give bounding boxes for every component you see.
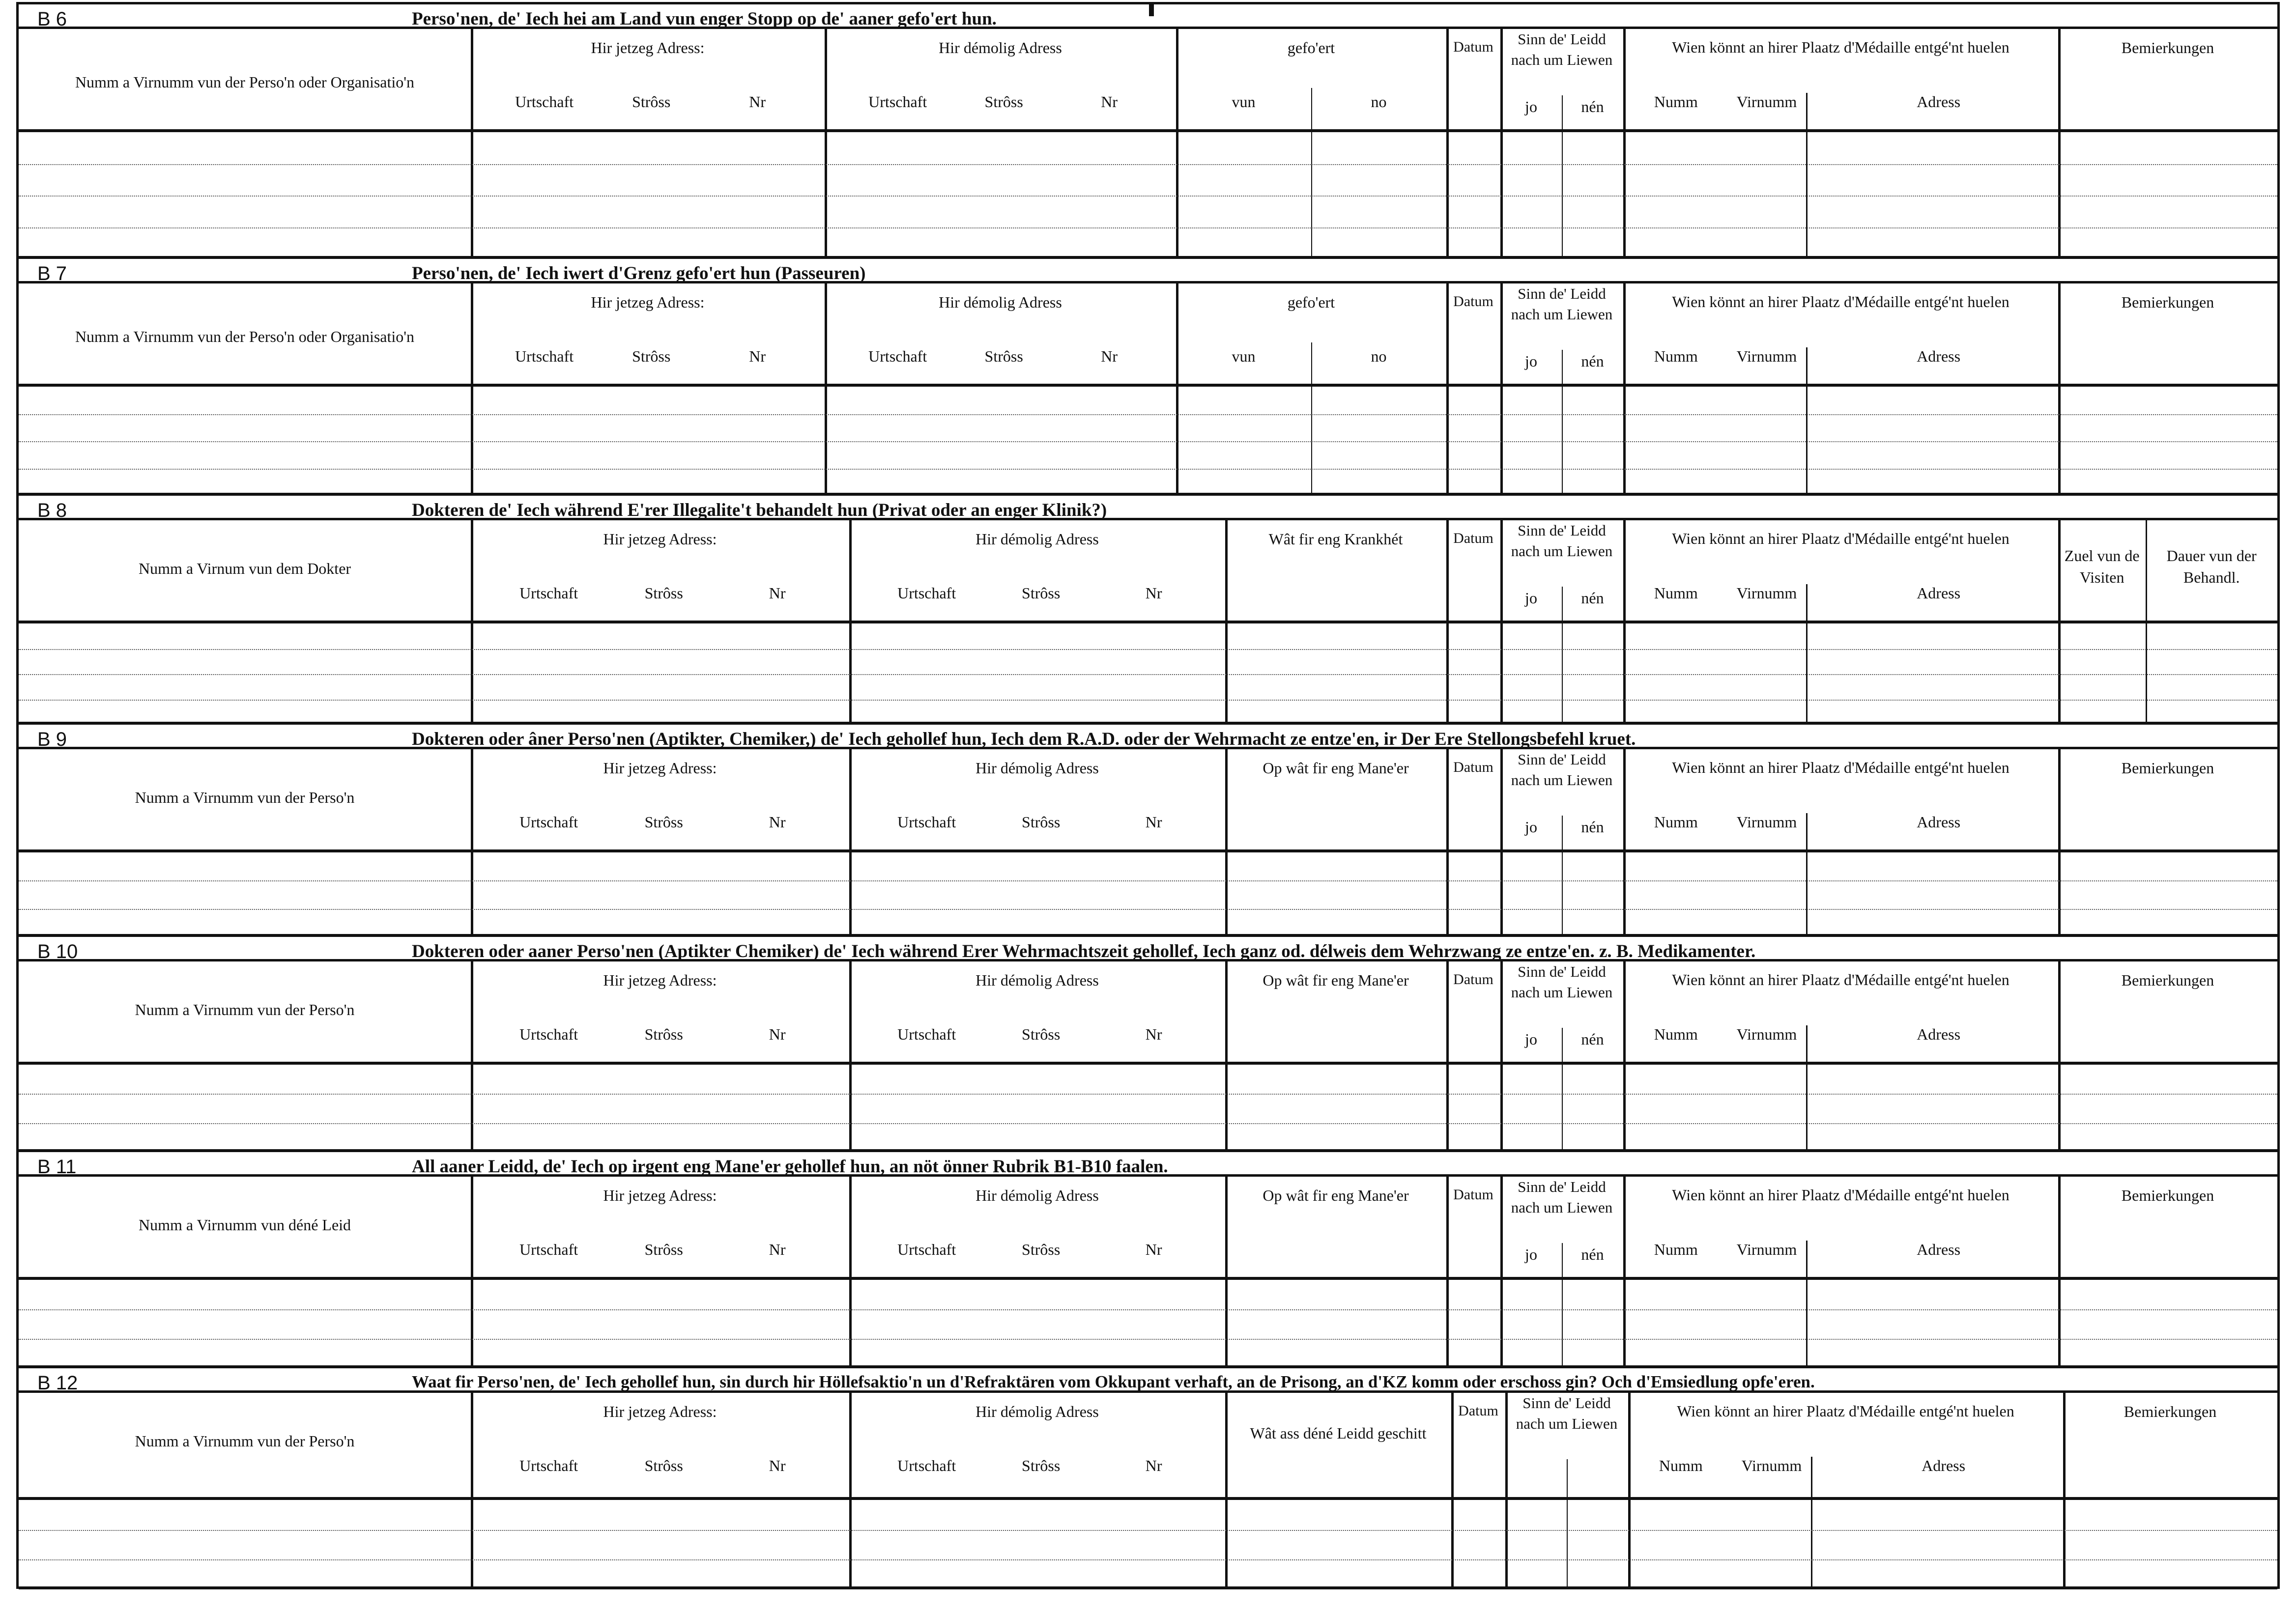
dotted-entry-line — [19, 674, 2277, 675]
alive-header: Sinn de' Leidd nach um Liewen — [1516, 1394, 1618, 1432]
place-header: Urtschaft — [519, 1241, 578, 1258]
number-header: Nr — [769, 1241, 786, 1258]
section-header — [19, 937, 2277, 961]
place-header: Urtschaft — [519, 813, 578, 831]
firstname-header: Virnumm — [1736, 93, 1797, 111]
yes-header: jo — [1525, 352, 1537, 370]
street-header: Strôss — [1022, 1241, 1061, 1258]
current-address-header: Hir jetzeg Adress: — [603, 530, 717, 548]
medal-header: Wien könnt an hirer Plaatz d'Médaille entgé'nt huelen — [1677, 1402, 2014, 1420]
alive-header: Sinn de' Leidd nach um Liewen — [1511, 963, 1613, 1001]
section-header — [19, 1152, 2277, 1177]
number-header: Nr — [1145, 813, 1162, 831]
section-grid — [19, 29, 2277, 259]
place-header: Urtschaft — [868, 93, 927, 111]
header-row — [19, 283, 2277, 387]
section-grid — [19, 1393, 2277, 1589]
date-header: Datum — [1453, 293, 1493, 310]
entry-rows[interactable] — [19, 1280, 2277, 1368]
street-header: Strôss — [644, 1025, 683, 1043]
mid-header: Op wât fir eng Mane'er — [1263, 759, 1409, 777]
transported-header: gefo'ert — [1287, 39, 1335, 57]
place-header: Urtschaft — [868, 347, 927, 365]
no-header: nén — [1581, 589, 1604, 607]
number-header: Nr — [769, 1457, 786, 1474]
number-header: Nr — [769, 813, 786, 831]
firstname-header: Virnumm — [1736, 347, 1797, 365]
place-header: Urtschaft — [515, 347, 574, 365]
header-row — [19, 1393, 2277, 1500]
yes-header: jo — [1525, 1245, 1537, 1263]
header-row — [19, 520, 2277, 623]
from-header: vun — [1232, 93, 1256, 111]
street-header: Strôss — [632, 93, 671, 111]
section-header — [19, 496, 2277, 520]
yes-header: jo — [1525, 1030, 1537, 1048]
dotted-entry-line — [19, 1309, 2277, 1310]
place-header: Urtschaft — [897, 1241, 956, 1258]
current-address-header: Hir jetzeg Adress: — [603, 971, 717, 989]
date-header: Datum — [1453, 39, 1493, 55]
section-b7 — [19, 259, 2277, 496]
address-header: Adress — [1917, 347, 1961, 365]
to-header: no — [1371, 93, 1387, 111]
dotted-entry-line — [19, 909, 2277, 910]
section-header — [19, 1368, 2277, 1393]
alive-header: Sinn de' Leidd nach um Liewen — [1511, 751, 1613, 789]
name-header: Numm a Virnum vun dem Dokter — [138, 560, 351, 577]
yes-header: jo — [1525, 589, 1537, 607]
number-header: Nr — [749, 93, 766, 111]
current-address-header: Hir jetzeg Adress: — [603, 759, 717, 777]
name-header: Numm a Virnumm vun déné Leid — [138, 1216, 351, 1234]
current-address-header: Hir jetzeg Adress: — [591, 39, 705, 57]
address-header: Adress — [1917, 584, 1961, 602]
section-title: Perso'nen, de' Iech hei am Land vun enger Stopp op de' aaner gefo'ert hun. — [412, 9, 997, 29]
section-b9 — [19, 725, 2277, 937]
remarks-header: Bemierkungen — [2121, 971, 2214, 989]
current-address-header: Hir jetzeg Adress: — [603, 1403, 717, 1420]
alive-header: Sinn de' Leidd nach um Liewen — [1511, 30, 1613, 68]
section-code: B 9 — [37, 729, 67, 750]
no-header: nén — [1581, 1245, 1604, 1263]
dotted-entry-line — [19, 1094, 2277, 1095]
header-row — [19, 961, 2277, 1065]
surname-header: Numm — [1654, 347, 1698, 365]
place-header: Urtschaft — [519, 1457, 578, 1474]
number-header: Nr — [1101, 93, 1118, 111]
section-header — [19, 259, 2277, 283]
place-header: Urtschaft — [897, 584, 956, 602]
dotted-entry-line — [19, 164, 2277, 165]
alive-header: Sinn de' Leidd nach um Liewen — [1511, 522, 1613, 560]
no-header: nén — [1581, 818, 1604, 836]
section-bottom-rule — [19, 1586, 2277, 1589]
section-title: All aaner Leidd, de' Iech op irgent eng Mane'er gehollef hun, an nöt önner Rubrik B1-B10 faalen. — [412, 1157, 1168, 1177]
entry-rows[interactable] — [19, 623, 2277, 725]
firstname-header: Virnumm — [1736, 584, 1797, 602]
dotted-entry-line — [19, 227, 2277, 228]
entry-rows[interactable] — [19, 1065, 2277, 1152]
place-header: Urtschaft — [515, 93, 574, 111]
dotted-entry-line — [19, 1530, 2277, 1531]
firstname-header: Virnumm — [1736, 1025, 1797, 1043]
current-address-header: Hir jetzeg Adress: — [591, 293, 705, 311]
remarks-header: Bemierkungen — [2121, 1187, 2214, 1204]
yes-header: jo — [1525, 818, 1537, 836]
address-header: Adress — [1917, 1025, 1961, 1043]
alive-header: Sinn de' Leidd nach um Liewen — [1511, 285, 1613, 323]
dotted-entry-line — [19, 414, 2277, 415]
surname-header: Numm — [1654, 813, 1698, 831]
former-address-header: Hir démolig Adress — [939, 293, 1062, 311]
date-header: Datum — [1458, 1403, 1498, 1419]
address-header: Adress — [1917, 1241, 1961, 1258]
medal-header: Wien könnt an hirer Plaatz d'Médaille entgé'nt huelen — [1672, 759, 2009, 776]
section-b8 — [19, 496, 2277, 725]
dotted-entry-line — [19, 880, 2277, 881]
surname-header: Numm — [1654, 584, 1698, 602]
date-header: Datum — [1453, 759, 1493, 775]
street-header: Strôss — [1022, 1025, 1061, 1043]
dotted-entry-line — [19, 196, 2277, 197]
dotted-entry-line — [19, 1123, 2277, 1124]
section-title: Dokteren de' Iech während E'rer Illegalite't behandelt hun (Privat oder an enger Klinik?) — [412, 500, 1107, 520]
medal-header: Wien könnt an hirer Plaatz d'Médaille entgé'nt huelen — [1672, 38, 2009, 56]
dotted-entry-line — [19, 649, 2277, 650]
section-header — [19, 725, 2277, 749]
mid-header: Wât fir eng Krankhét — [1268, 530, 1403, 548]
place-header: Urtschaft — [897, 1457, 956, 1474]
entry-rows[interactable] — [19, 132, 2277, 259]
date-header: Datum — [1453, 971, 1493, 988]
remarks-header: Bemierkungen — [2121, 39, 2214, 57]
former-address-header: Hir démolig Adress — [976, 759, 1099, 777]
street-header: Strôss — [644, 584, 683, 602]
visits-header: Zuel vun de Visiten — [2064, 547, 2140, 586]
date-header: Datum — [1453, 1187, 1493, 1203]
section-code: B 11 — [37, 1156, 77, 1178]
no-header: nén — [1581, 98, 1604, 115]
number-header: Nr — [1145, 1457, 1162, 1474]
remarks-header: Bemierkungen — [2121, 759, 2214, 777]
former-address-header: Hir démolig Adress — [976, 1187, 1099, 1204]
mid-header: Wât ass déné Leidd geschitt — [1250, 1424, 1427, 1442]
name-header: Numm a Virnumm vun der Perso'n oder Organisatio'n — [75, 73, 415, 91]
section-code: B 12 — [37, 1372, 78, 1394]
street-header: Strôss — [984, 93, 1023, 111]
section-title: Waat fir Perso'nen, de' Iech gehollef hun, sin durch hir Höllefsaktio'n un d'Refraktären vom Okkupant verhaft, an de Prisong, an d'KZ komm oder erschoss gin? Och d'Emsiedlung opfe'eren. — [412, 1372, 1815, 1391]
entry-rows[interactable] — [19, 1500, 2277, 1589]
section-grid — [19, 1177, 2277, 1368]
firstname-header: Virnumm — [1736, 813, 1797, 831]
dotted-entry-line — [19, 441, 2277, 442]
number-header: Nr — [749, 347, 766, 365]
current-address-header: Hir jetzeg Adress: — [603, 1187, 717, 1204]
firstname-header: Virnumm — [1736, 1241, 1797, 1258]
dotted-entry-line — [19, 1559, 2277, 1560]
former-address-header: Hir démolig Adress — [976, 1403, 1099, 1420]
former-address-header: Hir démolig Adress — [976, 530, 1099, 548]
transported-header: gefo'ert — [1287, 293, 1335, 311]
street-header: Strôss — [1022, 813, 1061, 831]
address-header: Adress — [1922, 1457, 1966, 1474]
alive-header: Sinn de' Leidd nach um Liewen — [1511, 1178, 1613, 1216]
name-header: Numm a Virnumm vun der Perso'n oder Organisatio'n — [75, 328, 415, 345]
section-code: B 10 — [37, 941, 78, 962]
street-header: Strôss — [644, 813, 683, 831]
name-header: Numm a Virnumm vun der Perso'n — [135, 1432, 355, 1450]
mid-header: Op wât fir eng Mane'er — [1263, 1187, 1409, 1204]
number-header: Nr — [769, 1025, 786, 1043]
to-header: no — [1371, 347, 1387, 365]
name-header: Numm a Virnumm vun der Perso'n — [135, 789, 355, 806]
date-header: Datum — [1453, 530, 1493, 546]
address-header: Adress — [1917, 813, 1961, 831]
dotted-entry-line — [19, 469, 2277, 470]
mid-header: Op wât fir eng Mane'er — [1263, 971, 1409, 989]
medal-header: Wien könnt an hirer Plaatz d'Médaille entgé'nt huelen — [1672, 293, 2009, 311]
street-header: Strôss — [632, 347, 671, 365]
section-b10 — [19, 937, 2277, 1152]
form-page — [16, 2, 2280, 1589]
medal-header: Wien könnt an hirer Plaatz d'Médaille entgé'nt huelen — [1672, 971, 2009, 989]
dotted-entry-line — [19, 1339, 2277, 1340]
section-grid — [19, 520, 2277, 725]
header-row — [19, 1177, 2277, 1280]
no-header: nén — [1581, 1030, 1604, 1048]
section-b11 — [19, 1152, 2277, 1368]
header-row — [19, 29, 2277, 132]
header-row — [19, 749, 2277, 852]
section-code: B 7 — [37, 263, 67, 284]
surname-header: Numm — [1654, 1025, 1698, 1043]
section-title: Perso'nen, de' Iech iwert d'Grenz gefo'ert hun (Passeuren) — [412, 263, 866, 283]
dotted-entry-line — [19, 700, 2277, 701]
entry-rows[interactable] — [19, 852, 2277, 937]
firstname-header: Virnumm — [1741, 1457, 1802, 1474]
medal-header: Wien könnt an hirer Plaatz d'Médaille entgé'nt huelen — [1672, 1186, 2009, 1204]
section-code: B 6 — [37, 8, 67, 30]
number-header: Nr — [1145, 1241, 1162, 1258]
number-header: Nr — [1145, 1025, 1162, 1043]
former-address-header: Hir démolig Adress — [976, 971, 1099, 989]
number-header: Nr — [1145, 584, 1162, 602]
surname-header: Numm — [1654, 93, 1698, 111]
section-grid — [19, 961, 2277, 1152]
duration-header: Dauer vun der Behandl. — [2166, 547, 2257, 586]
surname-header: Numm — [1659, 1457, 1703, 1474]
medal-header: Wien könnt an hirer Plaatz d'Médaille entgé'nt huelen — [1672, 530, 2009, 547]
section-code: B 8 — [37, 500, 67, 521]
remarks-header: Bemierkungen — [2121, 293, 2214, 311]
place-header: Urtschaft — [519, 1025, 578, 1043]
section-title: Dokteren oder âner Perso'nen (Aptikter, Chemiker,) de' Iech gehollef hun, Iech dem R.A.D. oder der Wehrmacht ze entze'en, ir Der Ere Stellongsbefehl kruet. — [412, 729, 1636, 749]
section-grid — [19, 749, 2277, 937]
place-header: Urtschaft — [897, 813, 956, 831]
yes-header: jo — [1525, 98, 1537, 115]
number-header: Nr — [1101, 347, 1118, 365]
former-address-header: Hir démolig Adress — [939, 39, 1062, 57]
street-header: Strôss — [984, 347, 1023, 365]
number-header: Nr — [769, 584, 786, 602]
section-b12 — [19, 1368, 2277, 1589]
from-header: vun — [1232, 347, 1256, 365]
remarks-header: Bemierkungen — [2124, 1403, 2217, 1420]
name-header: Numm a Virnumm vun der Perso'n — [135, 1001, 355, 1018]
no-header: nén — [1581, 352, 1604, 370]
section-title: Dokteren oder aaner Perso'nen (Aptikter Chemiker) de' Iech während Erer Wehrmachtszeit gehollef, Iech ganz od. délweis dem Wehrzwang ze entze'en. z. B. Medikamenter. — [412, 941, 1756, 961]
street-header: Strôss — [644, 1241, 683, 1258]
section-b6 — [19, 4, 2277, 259]
street-header: Strôss — [1022, 1457, 1061, 1474]
place-header: Urtschaft — [519, 584, 578, 602]
place-header: Urtschaft — [897, 1025, 956, 1043]
section-header — [19, 4, 2277, 29]
street-header: Strôss — [644, 1457, 683, 1474]
street-header: Strôss — [1022, 584, 1061, 602]
address-header: Adress — [1917, 93, 1961, 111]
entry-rows[interactable] — [19, 387, 2277, 496]
section-grid — [19, 283, 2277, 496]
surname-header: Numm — [1654, 1241, 1698, 1258]
